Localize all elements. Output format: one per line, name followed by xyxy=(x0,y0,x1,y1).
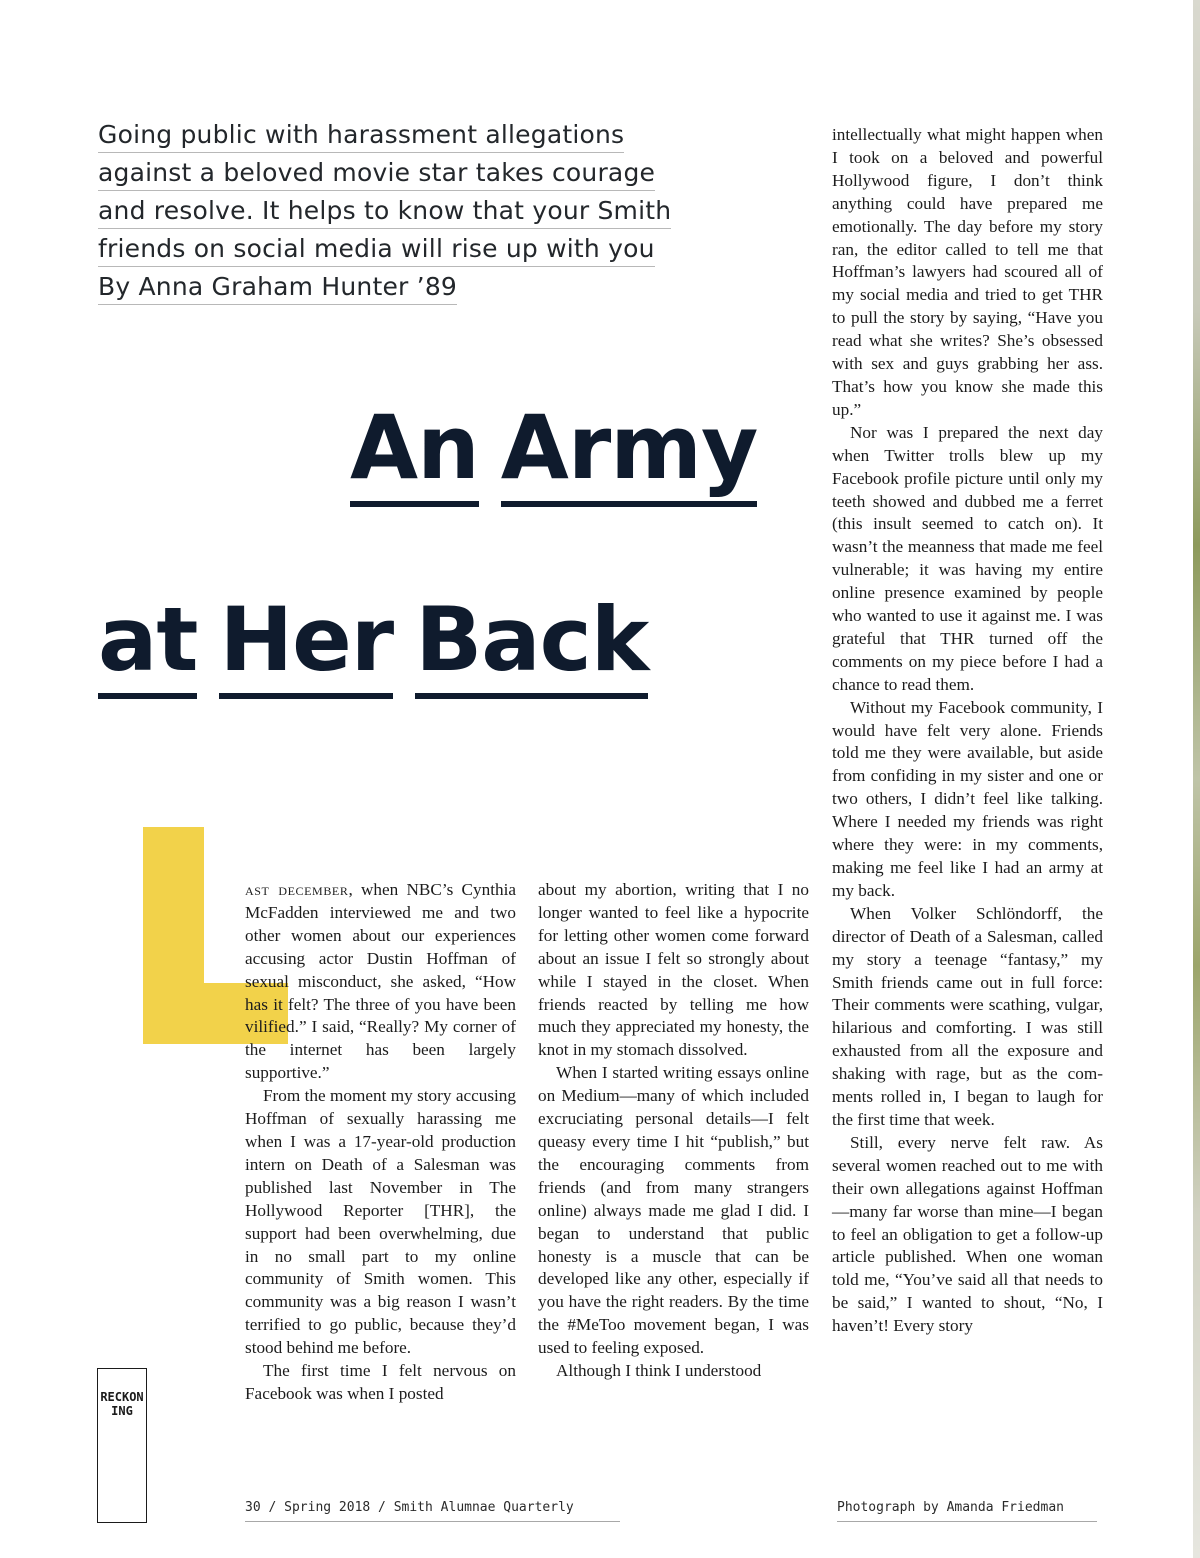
dek-line: Going public with harassment allegations xyxy=(98,120,624,153)
article-paragraph: Although I think I understood xyxy=(556,1361,762,1381)
article-paragraph xyxy=(245,879,516,1085)
section-tab xyxy=(97,1368,147,1523)
article-column-3 xyxy=(832,124,1103,1338)
article-paragraph: Without my Facebook community, I would have felt very alone. Friends told me they were available, but aside from confiding in my sister and one or two others, I didn’t feel like talking. Where I needed my friends was right where they were: in my comments, making me feel like I had an army at my back. xyxy=(832,697,1103,900)
byline: By Anna Graham Hunter ’89 xyxy=(98,272,457,305)
article-column-2 xyxy=(538,879,809,1383)
photo-credit: Photograph by Amanda Friedman xyxy=(837,1500,1097,1522)
folio: 30 / Spring 2018 / Smith Alumnae Quarterly xyxy=(245,1500,620,1522)
article-paragraph: From the moment my story accusing Hoffman of sexually harassing me when I was a 17-year-old production intern on Death of a Salesman was published last November in The Hollywood Reporter [THR], the support had been overwhelming, due in no small part to my online community of Smith women. This community was a big reason I wasn’t terrified to go public, because they’d stood behind me before. xyxy=(245,1086,516,1358)
article-paragraph: about my abortion, writing that I no longer wanted to feel like a hypocrite for letting other women come forward about an issue I felt so strongly about while I stayed in the closet. When friends reacted by telling me how much they appreciated my honesty, the knot in my stomach dissolved. xyxy=(538,880,809,1060)
dek-line: friends on social media will rise up with you xyxy=(98,234,655,267)
dek-line: and resolve. It helps to know that your Smith xyxy=(98,196,671,229)
headline-line-1 xyxy=(350,396,757,507)
facing-page-photo-edge xyxy=(1193,0,1200,1558)
lead-in: ast december xyxy=(245,880,349,899)
article-paragraph: Nor was I prepared the next day when Twitter trolls blew up my Facebook profile picture until only my teeth showed and dubbed me a ferret (this insult seemed to catch on). It wasn’t the meanness that made me feel vulnerable; it was having my entire online presence examined by people who wanted to use it against me. I was grateful that THR turned off the comments on my piece before I had a chance to read them. xyxy=(832,422,1103,694)
headline-word: Army xyxy=(501,401,758,507)
paragraph-text: , when NBC’s Cynthia McFadden interviewed me and two other women about our experiences accusing actor Dustin Hoffman of sexual misconduct, she asked, “How has it felt? The three of you have been vilified.” I said, “Really? My corner of the internet has been largely supportive.” xyxy=(245,880,516,1083)
headline-word: Back xyxy=(415,593,648,699)
article-paragraph: When I started writing essays online on Medium—many of which included excruciating personal details—I felt queasy every time I hit “publish,” but the encouraging comments from friends (and from many strangers online) always made me glad I did. I began to understand that public honesty is a muscle that can be developed like any other, especially if you have the right readers. By the time the #MeToo movement began, I was used to feeling exposed. xyxy=(538,1063,809,1358)
dek-line: against a beloved movie star takes courage xyxy=(98,158,655,191)
article-column-1 xyxy=(245,879,516,1406)
headline-word: An xyxy=(350,401,479,507)
headline-word: Her xyxy=(219,593,393,699)
headline-line-2 xyxy=(98,588,648,699)
headline-word: at xyxy=(98,593,197,699)
article-dek xyxy=(98,120,672,310)
article-paragraph: When Volker Schlöndorff, the director of Death of a Salesman, called my story a teenage “fantasy,” my Smith friends came out in full force: Their comments were scathing, vulgar, hilarious and comforting. I was still exhausted from all the exposure and shaking with rage, but as the comments rolled in, I began to laugh for the first time that week. xyxy=(832,903,1103,1129)
article-paragraph: intellectually what might happen when I took on a beloved and powerful Hollywood figure, I don’t think anything could have prepared me emotionally. The day before my story ran, the editor called to tell me that Hoffman’s lawyers had scoured all of my social media and tried to get THR to pull the story by saying, “Have you read what she writes? She’s obsessed with sex and guys grabbing her ass. That’s how you know she made this up.” xyxy=(832,125,1103,419)
article-paragraph: The first time I felt nervous on Facebook was when I posted xyxy=(245,1361,516,1403)
article-paragraph: Still, every nerve felt raw. As several women reached out to me with their own allegations against Hoffman—many far worse than mine—I began to feel an obligation to get a follow-up article published. When one woman told me, “You’ve said all that needs to be said,” I wanted to shout, “No, I haven’t! Every story xyxy=(832,1132,1103,1336)
section-label: RECKONING xyxy=(100,1390,144,1418)
